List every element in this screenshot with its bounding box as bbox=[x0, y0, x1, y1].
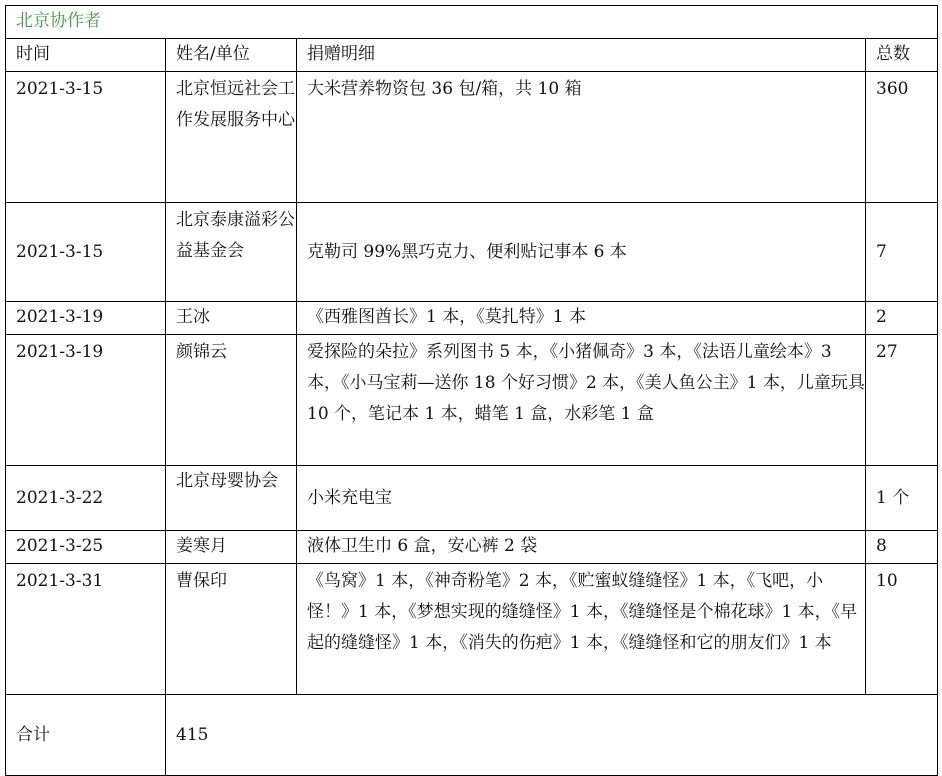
row-time: 2021-3-19 bbox=[6, 302, 166, 335]
row-time: 2021-3-15 bbox=[6, 203, 166, 302]
row-time: 2021-3-15 bbox=[6, 72, 166, 203]
row-total: 1 个 bbox=[866, 466, 938, 531]
table-row bbox=[6, 335, 938, 466]
row-detail: 液体卫生巾 6 盒，安心裤 2 袋 bbox=[297, 531, 866, 564]
row-name: 颜锦云 bbox=[166, 335, 297, 466]
row-time: 2021-3-22 bbox=[6, 466, 166, 531]
header-total: 总数 bbox=[866, 39, 938, 72]
table-title: 北京协作者 bbox=[6, 6, 938, 39]
row-name: 北京恒远社会工作发展服务中心 bbox=[166, 72, 297, 203]
header-detail: 捐赠明细 bbox=[297, 39, 866, 72]
table-row bbox=[6, 203, 938, 302]
row-name: 北京泰康溢彩公益基金会 bbox=[166, 203, 297, 302]
row-detail: 《鸟窝》1 本，《神奇粉笔》2 本，《贮蜜蚁缝缝怪》1 本，《飞吧，小怪！》1 本，《梦想实现的缝缝怪》1 本，《缝缝怪是个棉花球》1 本，《早起的缝缝怪》1 本，《消失的伤疤》1 本，《缝缝怪和它的朋友们》1 本 bbox=[297, 564, 866, 695]
table-row bbox=[6, 466, 938, 531]
header-time: 时间 bbox=[6, 39, 166, 72]
row-total: 360 bbox=[866, 72, 938, 203]
row-time: 2021-3-31 bbox=[6, 564, 166, 695]
row-total: 8 bbox=[866, 531, 938, 564]
table-row bbox=[6, 564, 938, 695]
total-label: 合计 bbox=[6, 695, 166, 776]
row-total: 7 bbox=[866, 203, 938, 302]
row-detail: 《西雅图酋长》1 本，《莫扎特》1 本 bbox=[297, 302, 866, 335]
row-detail: 克勒司 99%黑巧克力、便利贴记事本 6 本 bbox=[297, 203, 866, 302]
row-total: 27 bbox=[866, 335, 938, 466]
header-name: 姓名/单位 bbox=[166, 39, 297, 72]
row-time: 2021-3-25 bbox=[6, 531, 166, 564]
total-value: 415 bbox=[166, 695, 938, 776]
table-row bbox=[6, 531, 938, 564]
row-name: 北京母婴协会 bbox=[166, 466, 297, 531]
row-detail: 小米充电宝 bbox=[297, 466, 866, 531]
total-row bbox=[6, 695, 938, 776]
row-detail: 爱探险的朵拉》系列图书 5 本，《小猪佩奇》3 本，《法语儿童绘本》3 本，《小马宝莉—送你 18 个好习惯》2 本，《美人鱼公主》1 本，儿童玩具 10 个，笔记本 1 本，蜡笔 1 盒，水彩笔 1 盒 bbox=[297, 335, 866, 466]
header-row bbox=[6, 39, 938, 72]
row-total: 10 bbox=[866, 564, 938, 695]
row-time: 2021-3-19 bbox=[6, 335, 166, 466]
donation-table bbox=[5, 5, 938, 776]
row-name: 姜寒月 bbox=[166, 531, 297, 564]
row-total: 2 bbox=[866, 302, 938, 335]
row-name: 王冰 bbox=[166, 302, 297, 335]
row-detail: 大米营养物资包 36 包/箱，共 10 箱 bbox=[297, 72, 866, 203]
table-row bbox=[6, 302, 938, 335]
row-name: 曹保印 bbox=[166, 564, 297, 695]
table-row bbox=[6, 72, 938, 203]
